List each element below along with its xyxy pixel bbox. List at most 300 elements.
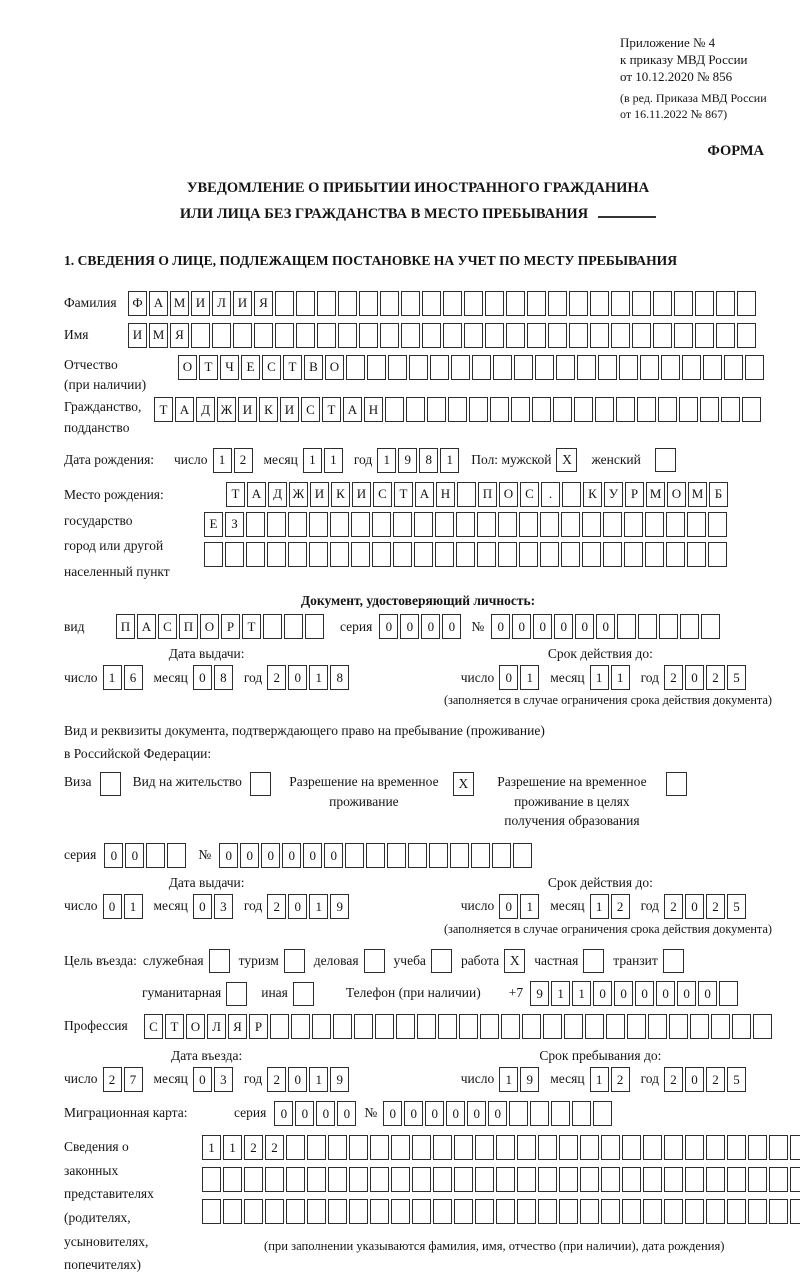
char-cell[interactable] xyxy=(700,397,719,422)
char-cell[interactable] xyxy=(708,512,727,537)
char-cell[interactable] xyxy=(477,542,496,567)
char-cell[interactable]: Т xyxy=(199,355,218,380)
char-cell[interactable] xyxy=(658,397,677,422)
char-cell[interactable] xyxy=(328,1135,347,1160)
char-cell[interactable] xyxy=(309,512,328,537)
char-cell[interactable] xyxy=(408,843,427,868)
char-cell[interactable] xyxy=(695,291,714,316)
char-cell[interactable] xyxy=(233,323,252,348)
char-cell[interactable]: 9 xyxy=(330,894,349,919)
char-cell[interactable]: И xyxy=(191,291,210,316)
char-cell[interactable] xyxy=(640,355,659,380)
char-cell[interactable] xyxy=(790,1167,800,1192)
char-cell[interactable] xyxy=(517,1199,536,1224)
char-cell[interactable] xyxy=(338,323,357,348)
char-cell[interactable]: О xyxy=(178,355,197,380)
char-cell[interactable] xyxy=(622,1167,641,1192)
char-cell[interactable] xyxy=(687,542,706,567)
char-cell[interactable]: 0 xyxy=(499,894,518,919)
char-cell[interactable]: 1 xyxy=(440,448,459,473)
char-cell[interactable] xyxy=(450,843,469,868)
char-cell[interactable]: 1 xyxy=(611,665,630,690)
char-cell[interactable] xyxy=(338,291,357,316)
char-cell[interactable] xyxy=(706,1167,725,1192)
char-cell[interactable] xyxy=(569,291,588,316)
char-cell[interactable]: 0 xyxy=(288,894,307,919)
char-cell[interactable] xyxy=(748,1135,767,1160)
char-cell[interactable]: Р xyxy=(625,482,644,507)
char-cell[interactable] xyxy=(349,1167,368,1192)
char-cell[interactable] xyxy=(414,512,433,537)
char-cell[interactable]: И xyxy=(238,397,257,422)
sex-female-checkbox[interactable] xyxy=(655,448,676,472)
char-cell[interactable] xyxy=(492,843,511,868)
char-cell[interactable]: 2 xyxy=(706,1067,725,1092)
char-cell[interactable] xyxy=(202,1167,221,1192)
char-cell[interactable]: Ч xyxy=(220,355,239,380)
char-cell[interactable]: 2 xyxy=(706,894,725,919)
char-cell[interactable] xyxy=(396,1014,415,1039)
char-cell[interactable]: Т xyxy=(165,1014,184,1039)
char-cell[interactable] xyxy=(666,542,685,567)
char-cell[interactable]: 2 xyxy=(267,894,286,919)
char-cell[interactable]: 0 xyxy=(685,665,704,690)
char-cell[interactable] xyxy=(580,1167,599,1192)
char-cell[interactable] xyxy=(422,323,441,348)
char-cell[interactable]: В xyxy=(304,355,323,380)
char-cell[interactable]: Л xyxy=(207,1014,226,1039)
char-cell[interactable] xyxy=(574,397,593,422)
char-cell[interactable]: Ж xyxy=(289,482,308,507)
char-cell[interactable] xyxy=(603,512,622,537)
char-cell[interactable]: 0 xyxy=(193,894,212,919)
char-cell[interactable]: М xyxy=(170,291,189,316)
char-cell[interactable] xyxy=(375,1014,394,1039)
char-cell[interactable] xyxy=(624,512,643,537)
char-cell[interactable]: М xyxy=(149,323,168,348)
char-cell[interactable] xyxy=(653,291,672,316)
char-cell[interactable]: 0 xyxy=(677,981,696,1006)
char-cell[interactable] xyxy=(706,1135,725,1160)
char-cell[interactable]: 2 xyxy=(664,1067,683,1092)
char-cell[interactable]: 1 xyxy=(590,665,609,690)
char-cell[interactable] xyxy=(456,512,475,537)
char-cell[interactable]: 0 xyxy=(125,843,144,868)
char-cell[interactable] xyxy=(471,843,490,868)
char-cell[interactable] xyxy=(417,1014,436,1039)
char-cell[interactable]: 0 xyxy=(442,614,461,639)
char-cell[interactable] xyxy=(459,1014,478,1039)
char-cell[interactable] xyxy=(643,1199,662,1224)
char-cell[interactable] xyxy=(430,355,449,380)
char-cell[interactable]: 1 xyxy=(590,894,609,919)
char-cell[interactable] xyxy=(659,614,678,639)
char-cell[interactable] xyxy=(687,512,706,537)
char-cell[interactable] xyxy=(643,1167,662,1192)
char-cell[interactable]: 0 xyxy=(316,1101,335,1126)
char-cell[interactable]: 0 xyxy=(685,1067,704,1092)
char-cell[interactable] xyxy=(517,1135,536,1160)
char-cell[interactable] xyxy=(265,1167,284,1192)
char-cell[interactable] xyxy=(427,397,446,422)
char-cell[interactable] xyxy=(559,1199,578,1224)
char-cell[interactable]: 2 xyxy=(611,1067,630,1092)
char-cell[interactable] xyxy=(606,1014,625,1039)
char-cell[interactable] xyxy=(551,1101,570,1126)
char-cell[interactable] xyxy=(532,397,551,422)
char-cell[interactable]: 0 xyxy=(337,1101,356,1126)
char-cell[interactable] xyxy=(291,1014,310,1039)
char-cell[interactable] xyxy=(680,614,699,639)
char-cell[interactable] xyxy=(732,1014,751,1039)
char-cell[interactable] xyxy=(572,1101,591,1126)
char-cell[interactable] xyxy=(727,1167,746,1192)
char-cell[interactable] xyxy=(443,323,462,348)
char-cell[interactable] xyxy=(372,512,391,537)
char-cell[interactable] xyxy=(307,1135,326,1160)
char-cell[interactable]: С xyxy=(262,355,281,380)
char-cell[interactable] xyxy=(716,291,735,316)
char-cell[interactable] xyxy=(223,1199,242,1224)
char-cell[interactable] xyxy=(393,542,412,567)
char-cell[interactable] xyxy=(548,323,567,348)
char-cell[interactable]: Н xyxy=(364,397,383,422)
char-cell[interactable]: К xyxy=(259,397,278,422)
purpose-other-checkbox[interactable] xyxy=(293,982,314,1006)
char-cell[interactable] xyxy=(305,614,324,639)
char-cell[interactable]: Е xyxy=(241,355,260,380)
char-cell[interactable] xyxy=(464,291,483,316)
char-cell[interactable] xyxy=(748,1199,767,1224)
char-cell[interactable] xyxy=(472,355,491,380)
char-cell[interactable]: 1 xyxy=(572,981,591,1006)
char-cell[interactable] xyxy=(769,1199,788,1224)
char-cell[interactable] xyxy=(719,981,738,1006)
char-cell[interactable] xyxy=(366,843,385,868)
char-cell[interactable]: 0 xyxy=(533,614,552,639)
char-cell[interactable] xyxy=(498,542,517,567)
char-cell[interactable] xyxy=(270,1014,289,1039)
char-cell[interactable]: 0 xyxy=(488,1101,507,1126)
char-cell[interactable] xyxy=(359,291,378,316)
purpose-work-checkbox[interactable]: X xyxy=(504,949,525,973)
char-cell[interactable] xyxy=(387,843,406,868)
char-cell[interactable] xyxy=(496,1167,515,1192)
char-cell[interactable] xyxy=(367,355,386,380)
char-cell[interactable] xyxy=(246,512,265,537)
char-cell[interactable]: 2 xyxy=(706,665,725,690)
char-cell[interactable]: . xyxy=(541,482,560,507)
char-cell[interactable] xyxy=(690,1014,709,1039)
char-cell[interactable]: С xyxy=(373,482,392,507)
char-cell[interactable] xyxy=(346,355,365,380)
residence-permit-checkbox[interactable] xyxy=(250,772,271,796)
char-cell[interactable] xyxy=(590,291,609,316)
char-cell[interactable] xyxy=(288,542,307,567)
char-cell[interactable]: 1 xyxy=(590,1067,609,1092)
char-cell[interactable]: Д xyxy=(268,482,287,507)
char-cell[interactable]: 2 xyxy=(234,448,253,473)
char-cell[interactable] xyxy=(433,1167,452,1192)
char-cell[interactable] xyxy=(456,542,475,567)
char-cell[interactable]: Т xyxy=(226,482,245,507)
char-cell[interactable] xyxy=(674,291,693,316)
char-cell[interactable]: О xyxy=(325,355,344,380)
char-cell[interactable] xyxy=(616,397,635,422)
char-cell[interactable]: Т xyxy=(322,397,341,422)
char-cell[interactable] xyxy=(637,397,656,422)
char-cell[interactable]: З xyxy=(225,512,244,537)
char-cell[interactable] xyxy=(223,1167,242,1192)
char-cell[interactable] xyxy=(721,397,740,422)
char-cell[interactable]: 0 xyxy=(240,843,259,868)
char-cell[interactable] xyxy=(664,1167,683,1192)
char-cell[interactable]: 0 xyxy=(193,665,212,690)
char-cell[interactable]: 0 xyxy=(400,614,419,639)
char-cell[interactable] xyxy=(624,542,643,567)
char-cell[interactable] xyxy=(204,542,223,567)
char-cell[interactable] xyxy=(527,323,546,348)
char-cell[interactable]: О xyxy=(200,614,219,639)
char-cell[interactable]: 1 xyxy=(309,665,328,690)
char-cell[interactable]: С xyxy=(301,397,320,422)
char-cell[interactable] xyxy=(263,614,282,639)
char-cell[interactable]: 0 xyxy=(593,981,612,1006)
char-cell[interactable] xyxy=(333,1014,352,1039)
char-cell[interactable] xyxy=(648,1014,667,1039)
char-cell[interactable]: Р xyxy=(221,614,240,639)
char-cell[interactable] xyxy=(685,1167,704,1192)
char-cell[interactable] xyxy=(433,1135,452,1160)
char-cell[interactable] xyxy=(286,1199,305,1224)
char-cell[interactable]: 6 xyxy=(124,665,143,690)
char-cell[interactable]: 0 xyxy=(274,1101,293,1126)
char-cell[interactable]: И xyxy=(280,397,299,422)
char-cell[interactable] xyxy=(317,323,336,348)
char-cell[interactable] xyxy=(601,1199,620,1224)
char-cell[interactable]: Е xyxy=(204,512,223,537)
char-cell[interactable] xyxy=(480,1014,499,1039)
char-cell[interactable]: И xyxy=(233,291,252,316)
char-cell[interactable] xyxy=(370,1199,389,1224)
char-cell[interactable]: А xyxy=(149,291,168,316)
char-cell[interactable] xyxy=(643,1135,662,1160)
purpose-study-checkbox[interactable] xyxy=(431,949,452,973)
char-cell[interactable] xyxy=(790,1135,800,1160)
char-cell[interactable] xyxy=(296,291,315,316)
char-cell[interactable] xyxy=(475,1135,494,1160)
char-cell[interactable] xyxy=(748,1167,767,1192)
char-cell[interactable]: 0 xyxy=(512,614,531,639)
char-cell[interactable] xyxy=(669,1014,688,1039)
char-cell[interactable] xyxy=(645,512,664,537)
char-cell[interactable] xyxy=(265,1199,284,1224)
char-cell[interactable]: 0 xyxy=(614,981,633,1006)
char-cell[interactable]: 0 xyxy=(282,843,301,868)
char-cell[interactable] xyxy=(562,482,581,507)
char-cell[interactable]: 0 xyxy=(446,1101,465,1126)
char-cell[interactable] xyxy=(309,542,328,567)
char-cell[interactable] xyxy=(519,512,538,537)
char-cell[interactable] xyxy=(561,542,580,567)
char-cell[interactable]: И xyxy=(310,482,329,507)
char-cell[interactable]: И xyxy=(352,482,371,507)
char-cell[interactable] xyxy=(296,323,315,348)
char-cell[interactable] xyxy=(412,1199,431,1224)
char-cell[interactable] xyxy=(328,1167,347,1192)
char-cell[interactable]: 0 xyxy=(379,614,398,639)
char-cell[interactable] xyxy=(385,397,404,422)
char-cell[interactable]: 0 xyxy=(596,614,615,639)
char-cell[interactable]: 1 xyxy=(103,665,122,690)
char-cell[interactable] xyxy=(737,291,756,316)
char-cell[interactable]: М xyxy=(646,482,665,507)
char-cell[interactable] xyxy=(412,1135,431,1160)
char-cell[interactable]: 3 xyxy=(214,894,233,919)
char-cell[interactable] xyxy=(409,355,428,380)
char-cell[interactable] xyxy=(674,323,693,348)
char-cell[interactable] xyxy=(469,397,488,422)
char-cell[interactable] xyxy=(737,323,756,348)
char-cell[interactable] xyxy=(284,614,303,639)
char-cell[interactable]: 8 xyxy=(419,448,438,473)
char-cell[interactable] xyxy=(406,397,425,422)
char-cell[interactable]: Т xyxy=(242,614,261,639)
char-cell[interactable]: 0 xyxy=(193,1067,212,1092)
char-cell[interactable]: П xyxy=(179,614,198,639)
char-cell[interactable]: 7 xyxy=(124,1067,143,1092)
char-cell[interactable]: 0 xyxy=(499,665,518,690)
char-cell[interactable]: 0 xyxy=(554,614,573,639)
char-cell[interactable] xyxy=(267,542,286,567)
char-cell[interactable]: 0 xyxy=(261,843,280,868)
purpose-official-checkbox[interactable] xyxy=(209,949,230,973)
char-cell[interactable] xyxy=(617,614,636,639)
char-cell[interactable]: У xyxy=(604,482,623,507)
char-cell[interactable] xyxy=(645,542,664,567)
char-cell[interactable]: 1 xyxy=(551,981,570,1006)
purpose-humanitarian-checkbox[interactable] xyxy=(226,982,247,1006)
char-cell[interactable] xyxy=(535,355,554,380)
char-cell[interactable] xyxy=(514,355,533,380)
char-cell[interactable] xyxy=(769,1135,788,1160)
char-cell[interactable] xyxy=(351,542,370,567)
char-cell[interactable]: 8 xyxy=(214,665,233,690)
char-cell[interactable]: 0 xyxy=(404,1101,423,1126)
char-cell[interactable]: 9 xyxy=(520,1067,539,1092)
char-cell[interactable] xyxy=(490,397,509,422)
char-cell[interactable]: Я xyxy=(228,1014,247,1039)
visa-checkbox[interactable] xyxy=(100,772,121,796)
char-cell[interactable]: 3 xyxy=(214,1067,233,1092)
char-cell[interactable] xyxy=(443,291,462,316)
temp-residence-education-checkbox[interactable] xyxy=(666,772,687,796)
char-cell[interactable] xyxy=(167,843,186,868)
char-cell[interactable]: 1 xyxy=(309,894,328,919)
char-cell[interactable] xyxy=(569,323,588,348)
char-cell[interactable]: 1 xyxy=(213,448,232,473)
char-cell[interactable]: 0 xyxy=(698,981,717,1006)
char-cell[interactable] xyxy=(388,355,407,380)
char-cell[interactable] xyxy=(312,1014,331,1039)
char-cell[interactable]: О xyxy=(186,1014,205,1039)
char-cell[interactable] xyxy=(475,1167,494,1192)
char-cell[interactable]: 2 xyxy=(265,1135,284,1160)
char-cell[interactable]: К xyxy=(583,482,602,507)
char-cell[interactable] xyxy=(501,1014,520,1039)
char-cell[interactable]: А xyxy=(247,482,266,507)
char-cell[interactable] xyxy=(517,1167,536,1192)
char-cell[interactable] xyxy=(244,1167,263,1192)
char-cell[interactable]: 0 xyxy=(685,894,704,919)
char-cell[interactable] xyxy=(202,1199,221,1224)
char-cell[interactable]: А xyxy=(415,482,434,507)
char-cell[interactable]: Ж xyxy=(217,397,236,422)
char-cell[interactable]: 5 xyxy=(727,665,746,690)
char-cell[interactable] xyxy=(753,1014,772,1039)
char-cell[interactable]: 2 xyxy=(611,894,630,919)
char-cell[interactable] xyxy=(664,1199,683,1224)
char-cell[interactable]: 0 xyxy=(288,1067,307,1092)
char-cell[interactable]: 1 xyxy=(520,894,539,919)
char-cell[interactable]: А xyxy=(343,397,362,422)
char-cell[interactable] xyxy=(595,397,614,422)
char-cell[interactable] xyxy=(622,1199,641,1224)
char-cell[interactable] xyxy=(286,1167,305,1192)
char-cell[interactable]: 1 xyxy=(309,1067,328,1092)
char-cell[interactable] xyxy=(429,843,448,868)
char-cell[interactable] xyxy=(695,323,714,348)
char-cell[interactable]: 0 xyxy=(103,894,122,919)
char-cell[interactable] xyxy=(506,323,525,348)
char-cell[interactable] xyxy=(485,323,504,348)
char-cell[interactable] xyxy=(509,1101,528,1126)
char-cell[interactable] xyxy=(769,1167,788,1192)
char-cell[interactable] xyxy=(401,291,420,316)
char-cell[interactable]: Я xyxy=(254,291,273,316)
char-cell[interactable] xyxy=(611,323,630,348)
char-cell[interactable]: 0 xyxy=(635,981,654,1006)
char-cell[interactable]: О xyxy=(667,482,686,507)
char-cell[interactable] xyxy=(538,1135,557,1160)
char-cell[interactable] xyxy=(506,291,525,316)
char-cell[interactable] xyxy=(475,1199,494,1224)
char-cell[interactable] xyxy=(267,512,286,537)
char-cell[interactable] xyxy=(496,1135,515,1160)
char-cell[interactable]: 1 xyxy=(303,448,322,473)
char-cell[interactable]: 2 xyxy=(664,665,683,690)
char-cell[interactable] xyxy=(330,542,349,567)
char-cell[interactable] xyxy=(593,1101,612,1126)
char-cell[interactable] xyxy=(391,1135,410,1160)
char-cell[interactable] xyxy=(711,1014,730,1039)
char-cell[interactable] xyxy=(540,542,559,567)
char-cell[interactable] xyxy=(559,1167,578,1192)
char-cell[interactable]: 2 xyxy=(244,1135,263,1160)
char-cell[interactable] xyxy=(577,355,596,380)
char-cell[interactable] xyxy=(307,1199,326,1224)
char-cell[interactable] xyxy=(632,291,651,316)
char-cell[interactable] xyxy=(548,291,567,316)
char-cell[interactable] xyxy=(359,323,378,348)
char-cell[interactable] xyxy=(703,355,722,380)
char-cell[interactable]: 0 xyxy=(421,614,440,639)
char-cell[interactable] xyxy=(457,482,476,507)
char-cell[interactable]: Т xyxy=(283,355,302,380)
char-cell[interactable] xyxy=(601,1167,620,1192)
char-cell[interactable]: 1 xyxy=(377,448,396,473)
char-cell[interactable]: 1 xyxy=(499,1067,518,1092)
